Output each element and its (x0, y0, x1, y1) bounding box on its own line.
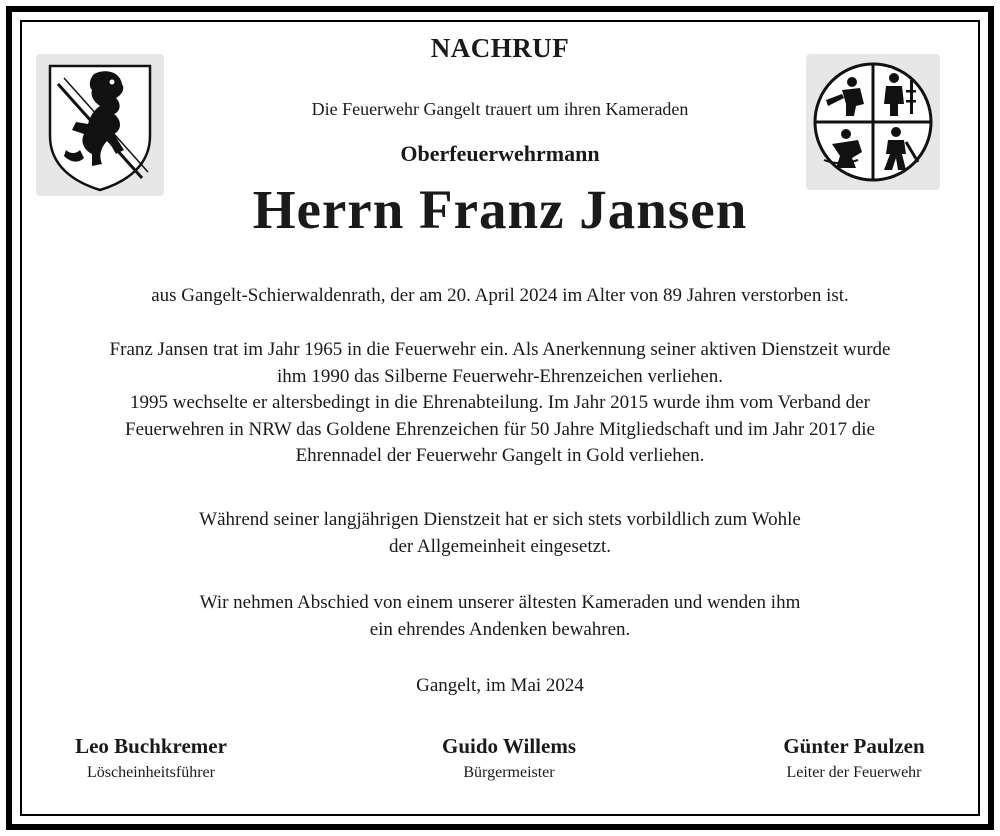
paragraph-farewell (0, 590, 1000, 643)
notice-intro: Die Feuerwehr Gangelt trauert um ihren Kameraden (311, 99, 689, 119)
signatory-role: Bürgermeister (463, 764, 555, 781)
fire-brigade-emblem-icon (806, 54, 940, 190)
paragraph-line: Ehrennadel der Feuerwehr Gangelt in Gold verliehen. (295, 445, 705, 466)
signatory-role: Löscheinheitsführer (87, 764, 215, 781)
signatory-name: Günter Paulzen (783, 734, 925, 758)
deceased-rank: Oberfeuerwehrmann (400, 141, 600, 166)
paragraph-line: Wir nehmen Abschied von einem unserer ältesten Kameraden und wenden ihm (199, 592, 801, 613)
deceased-name: Herrn Franz Jansen (252, 179, 748, 240)
paragraph-service (0, 337, 1000, 470)
paragraph-line: 1995 wechselte er altersbedingt in die Ehrenabteilung. Im Jahr 2015 wurde ihm vom Verband der (130, 392, 870, 413)
paragraph-residence (0, 283, 1000, 310)
place-date: Gangelt, im Mai 2024 (416, 675, 584, 696)
paragraph-line: Während seiner langjährigen Dienstzeit hat er sich stets vorbildlich zum Wohle (199, 509, 801, 530)
paragraph-line: Feuerwehren in NRW das Goldene Ehrenzeichen für 50 Jahre Mitgliedschaft und im Jahr 2017 die (125, 418, 875, 440)
coat-of-arms-icon (36, 54, 164, 196)
paragraph-line: der Allgemeinheit eingesetzt. (388, 535, 612, 557)
signatory-name: Leo Buchkremer (75, 734, 227, 758)
paragraph-line: ein ehrendes Andenken bewahren. (369, 618, 631, 640)
paragraph-commitment (0, 507, 1000, 560)
signatory-role: Leiter der Feuerwehr (786, 764, 922, 781)
paragraph-line: ihm 1990 das Silberne Feuerwehr-Ehrenzeichen verliehen. (277, 365, 723, 387)
signatory-name: Guido Willems (441, 734, 576, 758)
paragraph-line: aus Gangelt-Schierwaldenrath, der am 20. April 2024 im Alter von 89 Jahren verstorben ist. (151, 285, 849, 306)
notice-title: NACHRUF (430, 33, 570, 63)
paragraph-line: Franz Jansen trat im Jahr 1965 in die Feuerwehr ein. Als Anerkennung seiner aktiven Dienstzeit wurde (109, 339, 891, 360)
